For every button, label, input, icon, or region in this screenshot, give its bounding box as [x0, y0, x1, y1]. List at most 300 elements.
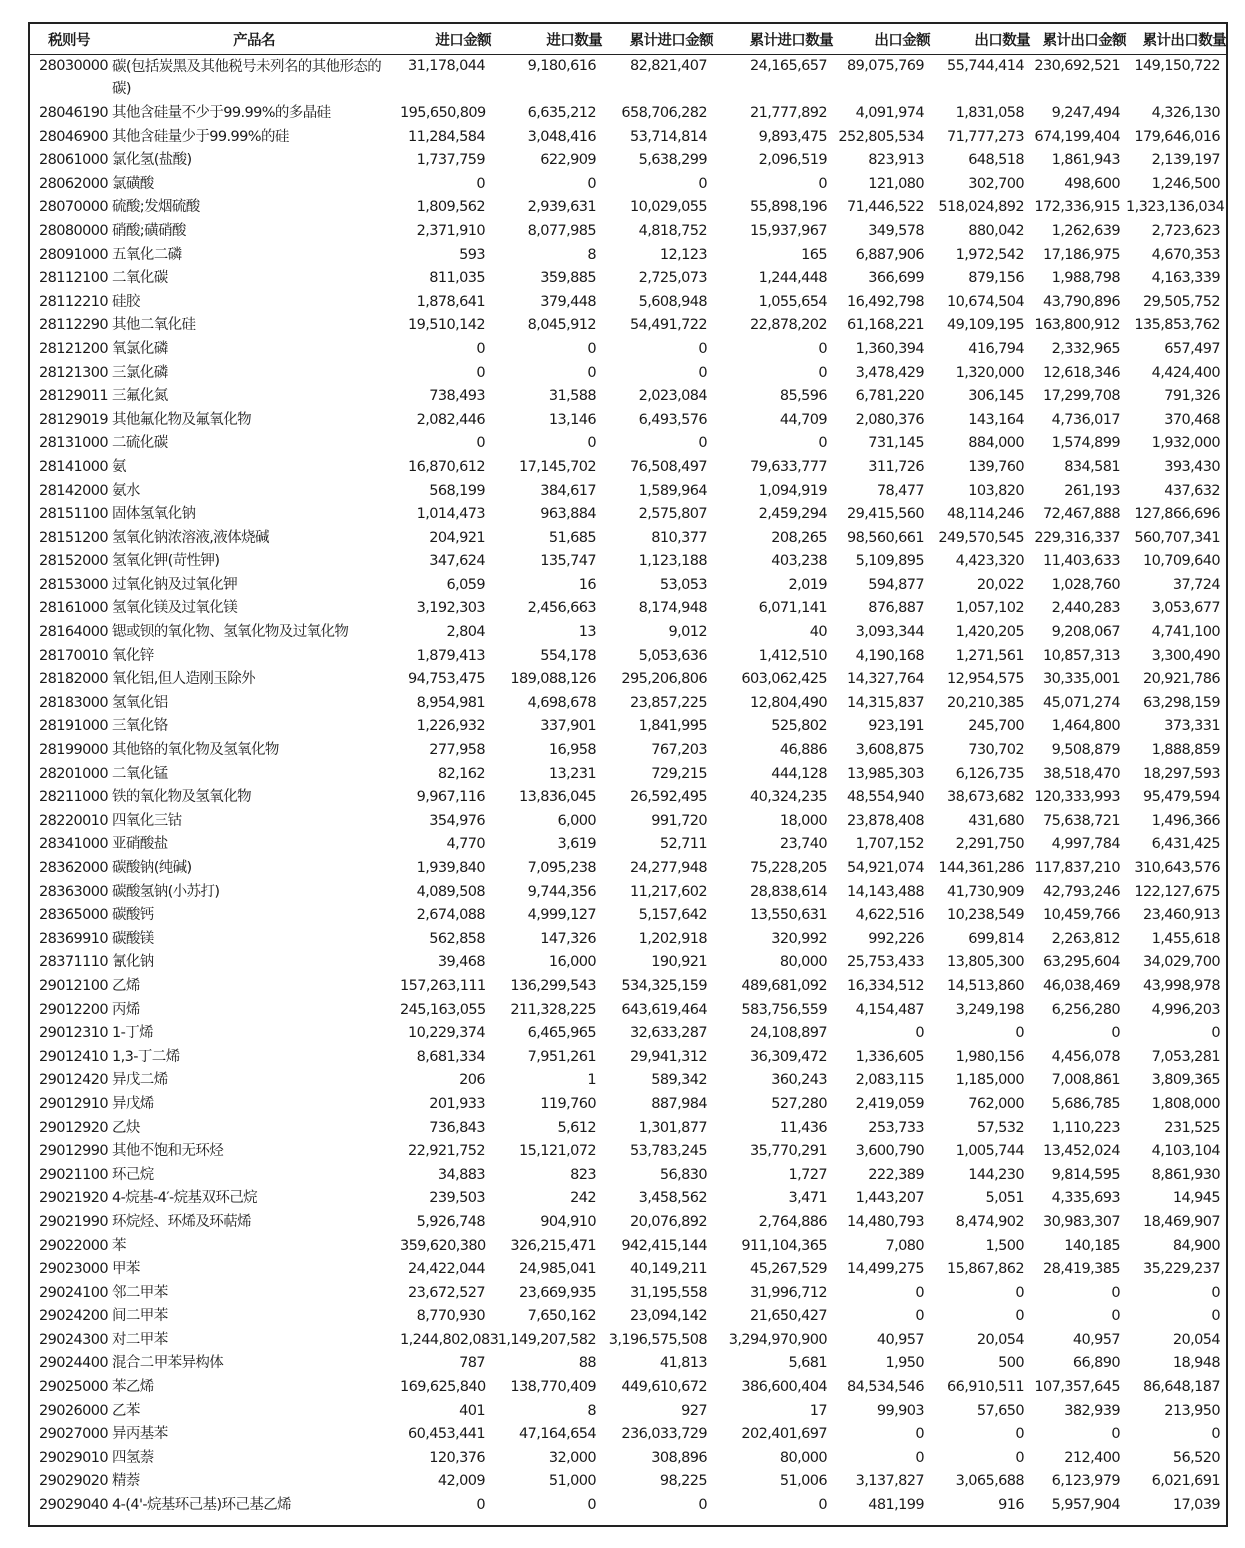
cumulative-export-quantity-cell: 310,643,576 — [1134, 860, 1220, 876]
export-value-cell: 1,360,394 — [855, 340, 924, 357]
export-quantity-cell: 49,109,195 — [946, 317, 1024, 334]
tariff-code-cell: 28062000 — [39, 175, 109, 192]
import-value-cell: 245,163,055 — [400, 1001, 486, 1018]
import-quantity-cell: 6,635,212 — [527, 105, 596, 121]
tariff-code-cell: 29012920 — [39, 1119, 109, 1136]
table-row — [30, 1140, 1226, 1164]
import-value-cell: 82,162 — [437, 765, 485, 782]
export-quantity-cell: 730,702 — [968, 742, 1024, 759]
import-quantity-cell: 337,901 — [540, 718, 596, 735]
product-name-cell: 丙烯 — [112, 1001, 140, 1018]
tariff-code-cell: 29024100 — [39, 1284, 109, 1301]
product-name-cell: 氯磺酸 — [112, 175, 154, 192]
import-value-cell: 10,229,374 — [407, 1025, 485, 1042]
product-name-cell: 环己烷 — [112, 1166, 154, 1183]
cumulative-export-quantity-cell: 373,331 — [1164, 718, 1220, 735]
cumulative-export-quantity-cell: 657,497 — [1164, 340, 1220, 357]
export-quantity-cell: 0 — [1015, 1025, 1024, 1042]
cumulative-import-quantity-cell: 0 — [818, 435, 827, 452]
cumulative-import-value-cell: 1,589,964 — [638, 482, 707, 499]
import-value-cell: 206 — [459, 1072, 485, 1089]
table-row — [30, 291, 1226, 315]
import-quantity-cell: 7,095,238 — [527, 860, 596, 876]
import-quantity-cell: 242 — [570, 1190, 596, 1207]
tariff-code-cell: 28362000 — [39, 860, 109, 876]
cumulative-export-value-cell: 1,028,760 — [1051, 576, 1120, 593]
export-value-cell: 0 — [915, 1449, 924, 1466]
export-quantity-cell: 1,420,205 — [955, 624, 1024, 641]
cumulative-export-value-cell: 66,890 — [1072, 1355, 1120, 1372]
export-value-cell: 29,415,560 — [846, 506, 924, 523]
import-quantity-cell: 17,145,702 — [518, 458, 596, 475]
cumulative-export-quantity-cell: 2,139,197 — [1151, 152, 1220, 169]
export-quantity-cell: 6,126,735 — [955, 765, 1024, 782]
import-quantity-cell: 16 — [578, 576, 596, 593]
cumulative-export-value-cell: 212,400 — [1064, 1449, 1120, 1466]
product-name-cell: 二硫化碳 — [112, 435, 168, 452]
cumulative-import-quantity-cell: 1,244,448 — [758, 270, 827, 287]
tariff-code-cell: 28371110 — [39, 954, 109, 971]
cumulative-import-quantity-cell: 202,401,697 — [741, 1426, 827, 1443]
table-row — [30, 928, 1226, 952]
cumulative-export-value-cell: 1,110,223 — [1051, 1119, 1120, 1136]
product-name-cell: 其他不饱和无环烃 — [112, 1143, 224, 1160]
cumulative-import-quantity-cell: 0 — [818, 340, 827, 357]
product-name-cell: 其他铬的氧化物及氢氧化物 — [112, 742, 279, 759]
import-quantity-cell: 963,884 — [540, 506, 596, 523]
table-frame — [28, 22, 1228, 1527]
tariff-code-cell: 28091000 — [39, 246, 109, 263]
cumulative-import-quantity-cell: 1,727 — [788, 1166, 827, 1183]
table-row — [30, 456, 1226, 480]
export-quantity-cell: 3,065,688 — [955, 1473, 1024, 1490]
cumulative-export-quantity-cell: 1,888,859 — [1151, 742, 1220, 759]
header-import-quantity: 进口数量 — [491, 24, 602, 55]
product-name-cell: 其他含硅量少于99.99%的硅 — [112, 128, 289, 145]
import-quantity-cell: 1,149,207,582 — [497, 1331, 596, 1348]
product-name-cell: 碳酸镁 — [112, 930, 154, 947]
import-quantity-cell: 8 — [587, 246, 596, 263]
cumulative-export-quantity-cell: 3,809,365 — [1151, 1072, 1220, 1089]
product-name-cell: 对二甲苯 — [112, 1331, 168, 1348]
cumulative-import-quantity-cell: 489,681,092 — [741, 977, 827, 994]
tariff-code-cell: 28070000 — [39, 199, 109, 216]
import-value-cell: 8,954,981 — [416, 694, 485, 711]
cumulative-import-value-cell: 20,076,892 — [629, 1213, 707, 1230]
tariff-code-cell: 29024400 — [39, 1355, 109, 1372]
import-value-cell: 120,376 — [429, 1449, 485, 1466]
import-value-cell: 31,178,044 — [407, 58, 485, 74]
product-name-cell: 其他氟化物及氟氧化物 — [112, 411, 251, 428]
table-row — [30, 951, 1226, 975]
cumulative-export-quantity-cell: 149,150,722 — [1134, 58, 1220, 74]
cumulative-import-quantity-cell: 444,128 — [771, 765, 827, 782]
import-value-cell: 277,958 — [429, 742, 485, 759]
export-quantity-cell: 55,744,414 — [946, 58, 1024, 74]
table-row — [30, 385, 1226, 409]
export-value-cell: 731,145 — [868, 435, 924, 452]
cumulative-import-quantity-cell: 13,550,631 — [749, 907, 827, 924]
table-row — [30, 244, 1226, 268]
product-name-cell: 环烷烃、环烯及环萜烯 — [112, 1213, 251, 1230]
import-quantity-cell: 1 — [587, 1072, 596, 1089]
cumulative-export-value-cell: 9,508,879 — [1051, 742, 1120, 759]
export-quantity-cell: 648,518 — [968, 152, 1024, 169]
import-quantity-cell: 23,669,935 — [518, 1284, 596, 1301]
cumulative-export-value-cell: 1,464,800 — [1051, 718, 1120, 735]
export-value-cell: 14,315,837 — [846, 694, 924, 711]
cumulative-import-quantity-cell: 21,650,427 — [749, 1308, 827, 1325]
import-quantity-cell: 0 — [587, 175, 596, 192]
cumulative-export-quantity-cell: 18,469,907 — [1142, 1213, 1220, 1230]
import-quantity-cell: 32,000 — [548, 1449, 596, 1466]
import-quantity-cell: 211,328,225 — [510, 1001, 596, 1018]
cumulative-import-quantity-cell: 40,324,235 — [749, 789, 827, 806]
import-quantity-cell: 13,146 — [548, 411, 596, 428]
cumulative-export-quantity-cell: 84,900 — [1172, 1237, 1220, 1254]
import-quantity-cell: 51,000 — [548, 1473, 596, 1490]
export-quantity-cell: 431,680 — [968, 812, 1024, 829]
cumulative-export-quantity-cell: 0 — [1211, 1025, 1220, 1042]
export-value-cell: 4,154,487 — [855, 1001, 924, 1018]
cumulative-import-quantity-cell: 80,000 — [779, 1449, 827, 1466]
export-value-cell: 13,985,303 — [846, 765, 924, 782]
export-quantity-cell: 302,700 — [968, 175, 1024, 192]
cumulative-export-value-cell: 0 — [1111, 1426, 1120, 1443]
cumulative-import-value-cell: 6,493,576 — [638, 411, 707, 428]
header-cumulative-export-value: 累计出口金额 — [1030, 24, 1126, 55]
export-value-cell: 0 — [915, 1284, 924, 1301]
cumulative-import-value-cell: 40,149,211 — [629, 1261, 707, 1278]
import-quantity-cell: 189,088,126 — [510, 671, 596, 688]
cumulative-export-value-cell: 4,335,693 — [1051, 1190, 1120, 1207]
table-row — [30, 1187, 1226, 1211]
cumulative-import-quantity-cell: 583,756,559 — [741, 1001, 827, 1018]
import-quantity-cell: 51,685 — [548, 529, 596, 546]
import-value-cell: 0 — [476, 364, 485, 381]
cumulative-import-value-cell: 3,458,562 — [638, 1190, 707, 1207]
import-value-cell: 195,650,809 — [400, 105, 486, 121]
tariff-code-cell: 28191000 — [39, 718, 109, 735]
import-quantity-cell: 7,650,162 — [527, 1308, 596, 1325]
cumulative-import-value-cell: 54,491,722 — [629, 317, 707, 334]
product-name-cell: 氨 — [112, 458, 126, 475]
cumulative-export-quantity-cell: 0 — [1211, 1426, 1220, 1443]
export-value-cell: 3,137,827 — [855, 1473, 924, 1490]
cumulative-export-quantity-cell: 10,709,640 — [1142, 553, 1220, 570]
cumulative-export-quantity-cell: 1,455,618 — [1151, 930, 1220, 947]
cumulative-export-value-cell: 38,518,470 — [1042, 765, 1120, 782]
import-value-cell: 8,681,334 — [416, 1048, 485, 1065]
cumulative-import-value-cell: 0 — [698, 175, 707, 192]
import-value-cell: 204,921 — [429, 529, 485, 546]
cumulative-export-value-cell: 17,299,708 — [1042, 388, 1120, 405]
product-name-cell: 氯化氢(盐酸) — [112, 152, 192, 169]
export-value-cell: 23,878,408 — [846, 812, 924, 829]
cumulative-import-value-cell: 0 — [698, 1497, 707, 1514]
export-quantity-cell: 57,532 — [976, 1119, 1024, 1136]
import-value-cell: 2,674,088 — [416, 907, 485, 924]
cumulative-import-value-cell: 1,202,918 — [638, 930, 707, 947]
cumulative-export-quantity-cell: 0 — [1211, 1308, 1220, 1325]
cumulative-import-quantity-cell: 0 — [818, 364, 827, 381]
cumulative-export-value-cell: 10,459,766 — [1042, 907, 1120, 924]
import-quantity-cell: 24,985,041 — [518, 1261, 596, 1278]
cumulative-import-value-cell: 658,706,282 — [621, 105, 707, 121]
cumulative-export-value-cell: 498,600 — [1064, 175, 1120, 192]
cumulative-export-quantity-cell: 1,496,366 — [1151, 812, 1220, 829]
cumulative-import-value-cell: 53,053 — [659, 576, 707, 593]
cumulative-import-quantity-cell: 45,267,529 — [749, 1261, 827, 1278]
export-quantity-cell: 880,042 — [968, 222, 1024, 239]
cumulative-export-value-cell: 2,440,283 — [1051, 600, 1120, 617]
product-name-cell: 乙炔 — [112, 1119, 140, 1136]
tariff-code-cell: 29012410 — [39, 1048, 109, 1065]
product-name-cell: 精萘 — [112, 1473, 140, 1490]
cumulative-import-value-cell: 23,857,225 — [629, 694, 707, 711]
cumulative-import-quantity-cell: 44,709 — [779, 411, 827, 428]
import-quantity-cell: 13 — [578, 624, 596, 641]
import-quantity-cell: 119,760 — [540, 1095, 596, 1112]
cumulative-import-value-cell: 1,301,877 — [638, 1119, 707, 1136]
table-row — [30, 503, 1226, 527]
product-name-cell: 异戊烯 — [112, 1095, 154, 1112]
table-row — [30, 999, 1226, 1023]
header-cumulative-import-value: 累计进口金额 — [602, 24, 713, 55]
table-row — [30, 975, 1226, 999]
import-quantity-cell: 31,588 — [548, 388, 596, 405]
product-name-cell: 混合二甲苯异构体 — [112, 1355, 224, 1372]
export-quantity-cell: 249,570,545 — [938, 529, 1024, 546]
cumulative-export-value-cell: 6,256,280 — [1051, 1001, 1120, 1018]
cumulative-export-value-cell: 0 — [1111, 1025, 1120, 1042]
cumulative-export-quantity-cell: 127,866,696 — [1134, 506, 1220, 523]
cumulative-import-quantity-cell: 2,459,294 — [758, 506, 827, 523]
export-value-cell: 222,389 — [868, 1166, 924, 1183]
tariff-code-cell: 28153000 — [39, 576, 109, 593]
cumulative-export-quantity-cell: 1,246,500 — [1151, 175, 1220, 192]
cumulative-import-value-cell: 32,633,287 — [629, 1025, 707, 1042]
table-row — [30, 480, 1226, 504]
import-value-cell: 0 — [476, 340, 485, 357]
cumulative-export-quantity-cell: 4,741,100 — [1151, 624, 1220, 641]
tariff-code-cell: 28129011 — [39, 388, 109, 405]
table-row — [30, 857, 1226, 881]
table-row — [30, 1494, 1226, 1518]
cumulative-import-quantity-cell: 9,893,475 — [758, 128, 827, 145]
table-row — [30, 409, 1226, 433]
cumulative-export-value-cell: 4,997,784 — [1051, 836, 1120, 853]
table-row — [30, 786, 1226, 810]
tariff-code-cell: 29012310 — [39, 1025, 109, 1042]
import-value-cell: 1,014,473 — [416, 506, 485, 523]
cumulative-export-quantity-cell: 86,648,187 — [1142, 1379, 1220, 1396]
export-quantity-cell: 4,423,320 — [955, 553, 1024, 570]
export-value-cell: 78,477 — [876, 482, 924, 499]
import-value-cell: 562,858 — [429, 930, 485, 947]
cumulative-import-quantity-cell: 5,681 — [788, 1355, 827, 1372]
table-row — [30, 1046, 1226, 1070]
import-quantity-cell: 16,958 — [548, 742, 596, 759]
cumulative-export-value-cell: 9,814,595 — [1051, 1166, 1120, 1183]
export-value-cell: 252,805,534 — [838, 128, 924, 145]
table-row — [30, 1069, 1226, 1093]
cumulative-export-quantity-cell: 393,430 — [1164, 458, 1220, 475]
cumulative-import-value-cell: 8,174,948 — [638, 600, 707, 617]
cumulative-import-value-cell: 236,033,729 — [621, 1426, 707, 1443]
import-value-cell: 8,770,930 — [416, 1308, 485, 1325]
import-value-cell: 787 — [459, 1355, 485, 1372]
cumulative-export-quantity-cell: 29,505,752 — [1142, 293, 1220, 310]
export-value-cell: 0 — [915, 1025, 924, 1042]
cumulative-import-value-cell: 5,638,299 — [638, 152, 707, 169]
cumulative-export-quantity-cell: 1,808,000 — [1151, 1095, 1220, 1112]
cumulative-export-quantity-cell: 4,326,130 — [1151, 105, 1220, 121]
cumulative-import-quantity-cell: 15,937,967 — [749, 222, 827, 239]
product-name-cell: 异丙基苯 — [112, 1426, 168, 1443]
cumulative-import-quantity-cell: 1,412,510 — [758, 647, 827, 664]
import-quantity-cell: 904,910 — [540, 1213, 596, 1230]
table-row — [30, 1305, 1226, 1329]
tariff-code-cell: 29012100 — [39, 977, 109, 994]
cumulative-import-quantity-cell: 36,309,472 — [749, 1048, 827, 1065]
tariff-code-cell: 28151100 — [39, 506, 109, 523]
export-quantity-cell: 8,474,902 — [955, 1213, 1024, 1230]
import-quantity-cell: 135,747 — [540, 553, 596, 570]
import-value-cell: 1,939,840 — [416, 860, 485, 876]
export-quantity-cell: 14,513,860 — [946, 977, 1024, 994]
cumulative-export-quantity-cell: 18,297,593 — [1142, 765, 1220, 782]
cumulative-import-quantity-cell: 17 — [809, 1402, 827, 1419]
table-row — [30, 1022, 1226, 1046]
cumulative-export-quantity-cell: 437,632 — [1164, 482, 1220, 499]
cumulative-import-quantity-cell: 165 — [801, 246, 827, 263]
import-quantity-cell: 13,836,045 — [518, 789, 596, 806]
product-name-cell: 四氧化三钴 — [112, 812, 182, 829]
tariff-code-cell: 28151200 — [39, 529, 109, 546]
product-name-cell: 三氟化氮 — [112, 388, 168, 405]
tariff-code-cell: 28170010 — [39, 647, 109, 664]
import-quantity-cell: 136,299,543 — [510, 977, 596, 994]
tariff-code-cell: 29022000 — [39, 1237, 109, 1254]
tariff-code-cell: 29027000 — [39, 1426, 109, 1443]
cumulative-export-value-cell: 0 — [1111, 1284, 1120, 1301]
cumulative-export-value-cell: 0 — [1111, 1308, 1120, 1325]
cumulative-export-quantity-cell: 14,945 — [1172, 1190, 1220, 1207]
cumulative-export-quantity-cell: 8,861,930 — [1151, 1166, 1220, 1183]
cumulative-import-value-cell: 53,714,814 — [629, 128, 707, 145]
export-value-cell: 2,083,115 — [855, 1072, 924, 1089]
cumulative-import-value-cell: 76,508,497 — [629, 458, 707, 475]
cumulative-import-value-cell: 10,029,055 — [629, 199, 707, 216]
tariff-code-cell: 29021990 — [39, 1213, 109, 1230]
export-value-cell: 2,080,376 — [855, 411, 924, 428]
tariff-code-cell: 28211000 — [39, 789, 109, 806]
cumulative-import-value-cell: 56,830 — [659, 1166, 707, 1183]
cumulative-export-value-cell: 9,247,494 — [1051, 105, 1120, 121]
import-value-cell: 157,263,111 — [400, 977, 486, 994]
cumulative-export-quantity-cell: 1,323,136,034 — [1126, 199, 1225, 216]
cumulative-import-value-cell: 767,203 — [651, 742, 707, 759]
export-value-cell: 481,199 — [868, 1497, 924, 1514]
import-quantity-cell: 0 — [587, 435, 596, 452]
table-row — [30, 574, 1226, 598]
table-row — [30, 763, 1226, 787]
cumulative-export-quantity-cell: 20,054 — [1172, 1331, 1220, 1348]
cumulative-export-quantity-cell: 7,053,281 — [1151, 1048, 1220, 1065]
cumulative-export-quantity-cell: 560,707,341 — [1134, 529, 1220, 546]
import-value-cell: 19,510,142 — [407, 317, 485, 334]
export-value-cell: 6,781,220 — [855, 388, 924, 405]
export-value-cell: 14,499,275 — [846, 1261, 924, 1278]
table-row — [30, 267, 1226, 291]
cumulative-export-value-cell: 17,186,975 — [1042, 246, 1120, 263]
trade-statistics-table — [30, 24, 1226, 1518]
tariff-code-cell: 29029010 — [39, 1449, 109, 1466]
cumulative-export-quantity-cell: 63,298,159 — [1142, 694, 1220, 711]
cumulative-import-quantity-cell: 85,596 — [779, 388, 827, 405]
cumulative-export-quantity-cell: 4,163,339 — [1151, 270, 1220, 287]
import-value-cell: 6,059 — [446, 576, 485, 593]
table-row — [30, 432, 1226, 456]
product-name-cell: 1-丁烯 — [112, 1025, 154, 1042]
cumulative-import-quantity-cell: 208,265 — [771, 529, 827, 546]
export-quantity-cell: 1,980,156 — [955, 1048, 1024, 1065]
export-value-cell: 3,478,429 — [855, 364, 924, 381]
cumulative-import-quantity-cell: 0 — [818, 1497, 827, 1514]
tariff-code-cell: 29021100 — [39, 1166, 109, 1183]
import-quantity-cell: 147,326 — [540, 930, 596, 947]
cumulative-export-value-cell: 120,333,993 — [1034, 789, 1120, 806]
export-quantity-cell: 0 — [1015, 1308, 1024, 1325]
product-name-cell: 甲苯 — [112, 1261, 140, 1278]
product-name-cell: 过氧化钠及过氧化钾 — [112, 576, 238, 593]
import-value-cell: 1,809,562 — [416, 199, 485, 216]
tariff-code-cell: 29012910 — [39, 1095, 109, 1112]
cumulative-import-value-cell: 887,984 — [651, 1095, 707, 1112]
product-name-cell: 乙烯 — [112, 977, 140, 994]
import-value-cell: 401 — [459, 1402, 485, 1419]
tariff-code-cell: 29012420 — [39, 1072, 109, 1089]
cumulative-import-quantity-cell: 31,996,712 — [749, 1284, 827, 1301]
product-name-cell: 氨水 — [112, 482, 140, 499]
import-quantity-cell: 7,951,261 — [527, 1048, 596, 1065]
cumulative-import-quantity-cell: 360,243 — [771, 1072, 827, 1089]
product-name-cell: 碳酸钠(纯碱) — [112, 860, 192, 876]
export-value-cell: 48,554,940 — [846, 789, 924, 806]
export-quantity-cell: 884,000 — [968, 435, 1024, 452]
import-value-cell: 354,976 — [429, 812, 485, 829]
tariff-code-cell: 29029040 — [39, 1497, 109, 1514]
cumulative-export-value-cell: 4,736,017 — [1051, 411, 1120, 428]
table-row — [30, 1423, 1226, 1447]
cumulative-import-quantity-cell: 75,228,205 — [749, 860, 827, 876]
header-cumulative-export-quantity: 累计出口数量 — [1126, 24, 1226, 55]
tariff-code-cell: 28142000 — [39, 482, 109, 499]
export-value-cell: 54,921,074 — [846, 860, 924, 876]
export-quantity-cell: 916 — [998, 1497, 1024, 1514]
export-value-cell: 876,887 — [868, 600, 924, 617]
table-row — [30, 55, 1226, 103]
cumulative-import-value-cell: 295,206,806 — [621, 671, 707, 688]
import-quantity-cell: 15,121,072 — [518, 1143, 596, 1160]
cumulative-export-value-cell: 75,638,721 — [1042, 812, 1120, 829]
cumulative-import-value-cell: 643,619,464 — [621, 1001, 707, 1018]
product-name-cell: 异戊二烯 — [112, 1072, 168, 1089]
export-quantity-cell: 71,777,273 — [946, 128, 1024, 145]
product-name-cell: 氢氧化钾(苛性钾) — [112, 553, 220, 570]
cumulative-export-value-cell: 117,837,210 — [1034, 860, 1120, 876]
